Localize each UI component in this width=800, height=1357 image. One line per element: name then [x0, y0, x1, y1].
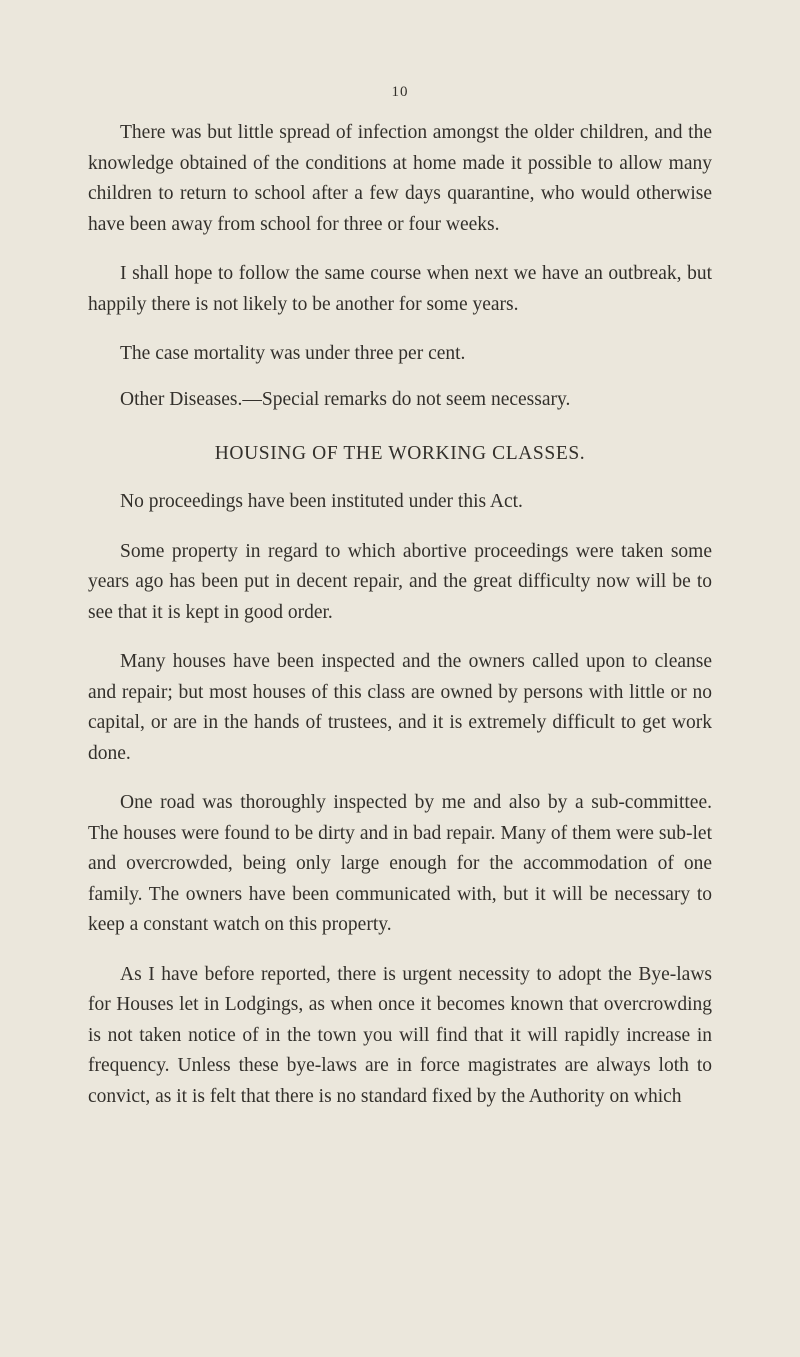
paragraph-case-mortality: The case mortality was under three per cent.: [120, 343, 466, 364]
section-heading: HOUSING OF THE WORKING CLASSES.: [214, 443, 586, 464]
paragraph-bye-laws: As I have before reported, there is urgent necessity to adopt the Bye-laws for Houses let in Lodgings, as when once it becomes known that overcrowding is not taken notice of in the town you will find that it will rapidly increase in frequency. Unless these bye-laws are in force magistrates are always loth to convict, as it is felt that there is no standard fixed by the Authority on which: [88, 963, 712, 1107]
paragraph-other-diseases: Other Diseases.—Special remarks do not seem necessary.: [120, 388, 571, 410]
paragraph-follow-course: I shall hope to follow the same course when next we have an outbreak, but happily there is not likely to be another for some years.: [88, 263, 712, 315]
paragraph-houses-inspected: Many houses have been inspected and the owners called upon to cleanse and repair; but most houses of this class are owned by persons with little or no capital, or are in the hands of trustees, and it is extremely difficult to get work done.: [88, 651, 712, 764]
paragraph-no-proceedings: No proceedings have been instituted under this Act.: [120, 491, 523, 512]
paragraph-property-repair: Some property in regard to which abortive proceedings were taken some years ago has been put in decent repair, and the great difficulty now will be to see that it is kept in good order.: [88, 540, 712, 623]
paragraph-infection-spread: There was but little spread of infection amongst the older children, and the knowledge obtained of the conditions at home made it possible to allow many children to return to school after a few days quarantine, who would otherwise have been away from school for three or four weeks.: [88, 122, 712, 235]
page-number: 10: [391, 84, 409, 100]
paragraph-road-inspection: One road was thoroughly inspected by me and also by a sub-committee. The houses were found to be dirty and in bad repair. Many of them were sub-let and overcrowded, being only large enough for the accommodation of one family. The owners have been communicated with, but it will be necessary to keep a constant watch on this property.: [88, 792, 712, 935]
